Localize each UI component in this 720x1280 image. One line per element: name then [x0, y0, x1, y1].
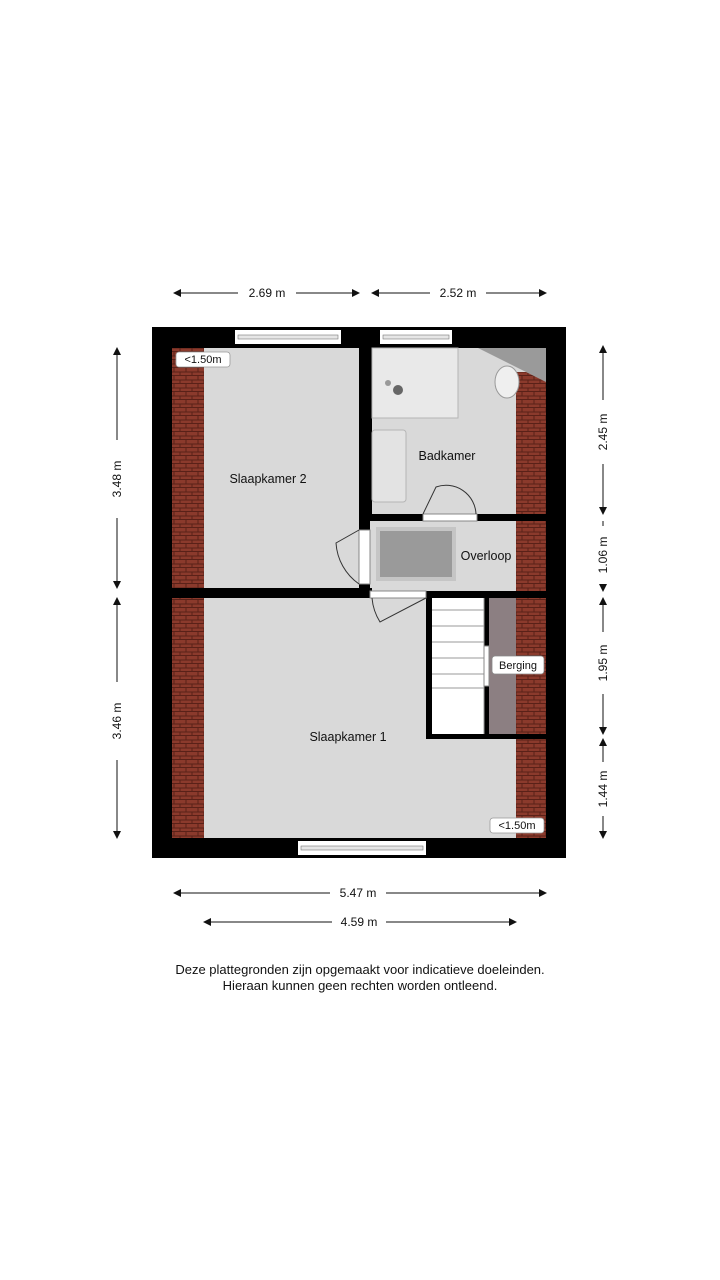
dimension-right-3: 1.95 m — [596, 644, 610, 682]
room-label-overloop: Overloop — [460, 549, 512, 563]
dimension-top-right: 2.52 m — [439, 286, 477, 300]
roof-tiles-left-lower — [172, 598, 204, 838]
svg-text:<1.50m: <1.50m — [498, 820, 536, 832]
roof-tiles-right-bad — [516, 372, 546, 514]
wall-bedroom2-bath — [359, 348, 372, 514]
dimension-right-4: 1.44 m — [596, 770, 610, 808]
shower — [372, 348, 458, 418]
svg-text:<1.50m: <1.50m — [184, 354, 222, 366]
room-label-berging: Berging — [499, 660, 537, 672]
berging-label-box — [492, 656, 544, 674]
disclaimer-line-2: Hieraan kunnen geen rechten worden ontleend. — [222, 978, 498, 993]
room-label-slaapkamer-1: Slaapkamer 1 — [309, 730, 387, 744]
height-label-bottom-right — [490, 818, 544, 833]
dimension-left-lower: 3.46 m — [110, 702, 124, 740]
dimension-left-upper: 3.48 m — [110, 460, 124, 498]
dimension-bottom-inner: 4.59 m — [340, 915, 378, 929]
disclaimer-line-1: Deze plattegronden zijn opgemaakt voor indicatieve doeleinden. — [175, 962, 545, 977]
wall-bedroom2-bedroom1 — [172, 588, 372, 598]
dimension-right-2: 1.06 m — [596, 536, 610, 574]
dimension-bottom-outer: 5.47 m — [339, 886, 377, 900]
roof-tiles-left-upper — [172, 348, 204, 588]
overloop-cabinet — [378, 529, 454, 579]
dimension-right-1: 2.45 m — [596, 413, 610, 451]
room-label-badkamer: Badkamer — [418, 449, 476, 463]
sink — [372, 430, 406, 502]
room-label-slaapkamer-2: Slaapkamer 2 — [229, 472, 307, 486]
toilet — [495, 366, 519, 398]
height-label-top-left — [176, 352, 230, 367]
dimension-top-left: 2.69 m — [248, 286, 286, 300]
disclaimer — [0, 962, 720, 994]
roof-tiles-right-overloop — [516, 521, 546, 591]
stairs — [432, 594, 484, 734]
